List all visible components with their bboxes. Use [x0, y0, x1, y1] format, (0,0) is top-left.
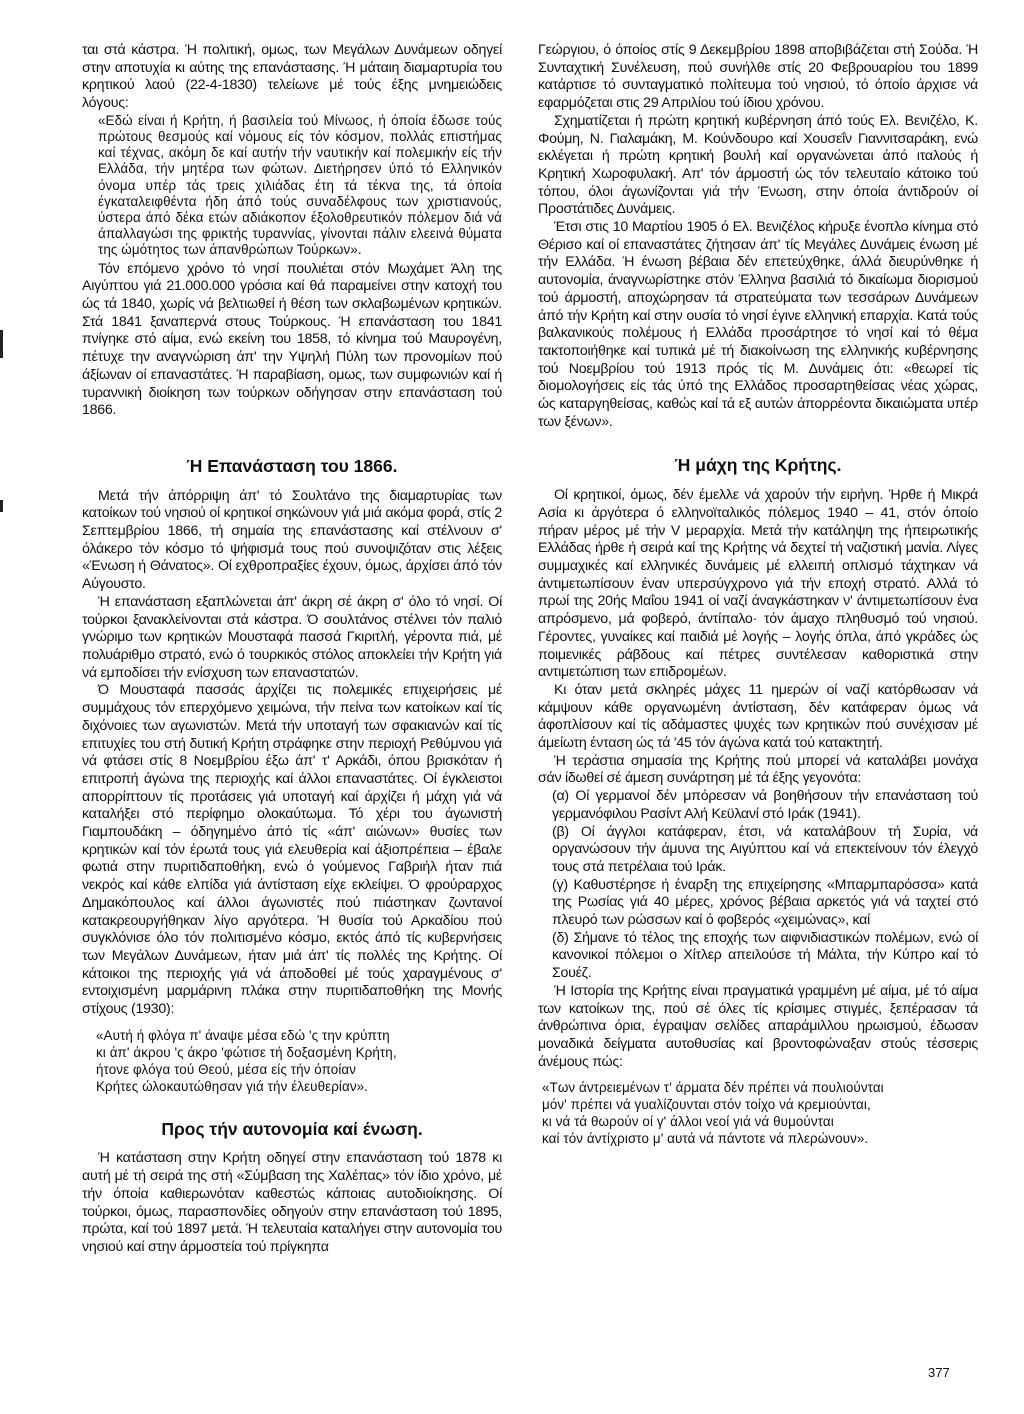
arkadi-inscription [82, 1027, 502, 1095]
paragraph: Μετά τήν άπόρριψη άπ' τό Σουλτάνο της διαμαρτυρίας των κατοίκων τού νησιού οί κρητικοί σηκώνουν γιά μιά ακόμα φορά, στίς 2 Σεπτεμβρίου 1866, τή σημαία της επανάστασης καί στέλνουν σ' όλάκερο τόν κόσμο τό ψήφισμά τους πού συνοψιζόταν στις λέξεις «Ένωση ή Θάνατος». Οί εχθροπραξίες έχουν, όμως, άρχίσει άπό τόν Αύγουστο. [82, 487, 502, 593]
list-item: (γ) Καθυστέρησε ή έναρξη της επιχείρησης «Μπαρμπαρόσσα» κατά της Ρωσίας γιά 40 μέρες, χρόνος βέβαια αρκετός γιά νά ταχτεί στό πλευρό των ρώσσων καί ό φοβερός «χειμώνας», καί [552, 876, 978, 929]
verse-line: μόν' πρέπει νά γυαλίζουνται στόν τοίχο νά κρεμιούνται, [542, 1097, 871, 1113]
list-item: (δ) Σήμανε τό τέλος της εποχής των αιφνιδιαστικών πολέμων, ενώ οί κανονικοί πόλεμοι ο Χίτλερ απειλούσε τή Μάλτα, τήν Κύπρο καί τό Σουέζ. [552, 929, 978, 982]
section-heading-1866: Ή Επανάσταση του 1866. [186, 455, 398, 476]
paragraph: Κι όταν μετά σκληρές μάχες 11 ημερών οί ναζί κατόρθωσαν νά κάμψουν κάθε οργανωμένη άντίσταση, δέν κατάφεραν όμως νά άφοπλίσουν καί τίς αδάμαστες ψυχές των κρητικών πού συνέχισαν μέ άμείωτη ένταση ώς τά '45 τόν άγώνα κατά τού κατακτητή. [538, 681, 978, 752]
section-heading-autonomy: Προς τήν αυτονομία καί ένωση. [161, 1118, 423, 1139]
paragraph: Σχηματίζεται ή πρώτη κρητική κυβέρνηση άπό τούς Ελ. Βενιζέλο, Κ. Φούμη, Ν. Γιαλαμάκη, Μ. Κούνδουρο καί Χουσεΐν Γιαννιτσαράκη, ενώ εκλέγεται ή πρώτη κρητική βουλή καί οργανώνεται άπό ιταλούς ή Κρητική Χωροφυλακή. Απ' τόν άρμοστή ώς τόν τελευταίο κάτοικο τού τόπου, όλοι άγωνίζονται γιά τήν Ένωση, στην όποία άντιδρούν οί Προστάτιδες Δυνάμεις. [538, 112, 978, 218]
paragraph: Ή κατάσταση στην Κρήτη οδηγεί στην επανάσταση τού 1878 κι αυτή μέ τή σειρά της στή «Σύμβαση της Χαλέπας» τόν ίδιο χρόνο, μέ τήν όποία καθιερωνόταν καθεστώς κάποιας αυτοδιοίκησης. Οί τούρκοι, όμως, παρασπονδίες οδηγούν στην επανάσταση τού 1895, πρώτα, καί τού 1897 μετά. Ή τελευταία καταλήγει στην αυτονομία του νησιού καί στην άρμοστεία τού πρίγκηπα [82, 1150, 502, 1255]
paragraph: Έτσι στις 10 Μαρτίου 1905 ό Ελ. Βενιζέλος κήρυξε ένοπλο κίνημα στό Θέρισο καί οί επαναστάτες ζήτησαν άπ' τίς Μεγάλες Δυνάμεις ένωση μέ τήν Ελλάδα. Ή ένωση βέβαια δέν επετεύχθηκε, άλλά διευρύνθηκε ή αυτονομία, άναγνωρίστηκε στόν Έλληνα βασιλιά τό δικαίωμα διορισμού τού άρμοστή, αποχώρησαν τά στρατεύματα των τεσσάρων Δυνάμεων άπό τήν Κρήτη καί στην ουσία τό νησί έγινε ελληνική επαρχία. Κατά τούς βαλκανικούς πολέμους ή Ελλάδα προσάρτησε τό νησί καί τό θέμα τακτοποιήθηκε καί τυπικά μέ τή διακοίνωση της ελληνικής κυβέρνησης τού Νοεμβρίου τού 1913 πρός τίς Μ. Δυνάμεις ότι: «θεωρεί τίς διομολογήσεις είς τάς ύπό της Ελλάδος προσαρτηθείσας νέας χώρας, ώς καταργηθείσας, καθώς καί τά εξ αυτών άπορρέοντα δικαιώματα υπέρ των ξένων». [538, 219, 978, 430]
list-item: (β) Οί άγγλοι κατάφεραν, έτσι, νά καταλάβουν τή Συρία, νά οργανώσουν τήν άμυνα της Αιγύπτου καί νά επεκτείνουν τόν έλεγχό τους στά πετρέλαια τού Ιράκ. [552, 823, 978, 875]
verse-line: ήτονε φλόγα τού Θεού, μέσα είς τήν όποίαν [96, 1061, 357, 1077]
paragraph: Ό Μουσταφά πασσάς άρχίζει τις πολεμικές επιχειρήσεις μέ συμμάχους τόν επερχόμενο χειμώνα, τήν πείνα των κατοίκων καί τίς διχόνοιες των αγωνιστών. Μετά τήν υποταγή των σφακιανών καί τίς επιτυχίες του στή δυτική Κρήτη στράφηκε στην περιοχή Ρεθύμνου γιά νά φτάσει στίς 8 Νοεμβρίου έξω άπ' τ' Αρκάδι, όπου βρισκόταν ή επιτροπή άγώνα της περιοχής καί άλλοι επαναστάτες. Οί έγκλειστοι απορρίπτουν τίς προτάσεις γιά υποταγή καί άρχίζει ή μάχη γιά νά καταλήξει στό περίφημο ολοκαύτωμα. Τό χέρι του άγωνιστή Γιαμπουδάκη – όδηγημένο άπό τίς «άπ' αιώνων» θυσίες των κρητικών καί τόν έρωτά τους γιά ελευθερία καί άξιοπρέπεια – έβαλε φωτιά στην πυριτιδαποθήκη, ενώ ό γούμενος Γαβριήλ ήταν πιά νεκρός καί κάθε ελπίδα γιά άντίσταση είχε εκλείψει. Ό φρούραρχος Δημακόπουλος καί άλλοι άγωνιστές πού πιάστηκαν ζωντανοί κατακρεουργήθηκαν λίγο αργότερα. Ή θυσία τού Αρκαδίου πού συγκλόνισε όλο τόν πολιτισμένο κόσμο, εκτός άπό τίς κυβερνήσεις των Μεγάλων Δυνάμεων, ήταν μιά άπ' τίς πολλές της Κρήτης. Οί κάτοικοι της περιοχής γιά νά άποδοθεί μέ τούς χαραγμένους σ' εντοιχισμένη μαρμάρινη πλάκα στην πυριτιδαποθήκη της Μονής στίχους (1930): [82, 682, 502, 1018]
paragraph: Ή τεράστια σημασία της Κρήτης πού μπορεί νά καταλάβει μονάχα σάν ίδωθεί σέ άμεση συνάρτηση μέ τά έξης γεγονότα: [538, 752, 978, 787]
verse-line: κι νά τά θωρούν οί γ' άλλοι νεοί γιά νά θυμούνται [542, 1114, 834, 1130]
verse-line: κι άπ' άκρου 'ς άκρο 'φώτισε τή δοξασμένη Κρήτη, [96, 1044, 397, 1060]
paragraph: ται στά κάστρα. Ή πολιτική, ομως, των Μεγάλων Δυνάμεων οδηγεί στην αποτυχία κι αύτης της επανάστασης. Ή μάταιη διαμαρτυρία του κρητικού λαού (22-4-1830) τελείωνε μέ τούς έξης μνημειώδεις λόγους: [82, 42, 502, 112]
list-item: (α) Οί γερμανοί δέν μπόρεσαν νά βοηθήσουν τήν επανάσταση τού γερμανόφιλου Ρασίντ Αλή Κεϋλανί στό Ιράκ (1941). [552, 788, 978, 822]
verse-line: «Αυτή ή φλόγα π' άναψε μέσα εδώ 'ς την κρύπτη [96, 1027, 390, 1043]
paragraph: Ή Ιστορία της Κρήτης είναι πραγματικά γραμμένη μέ αίμα, μέ τό αίμα των κατοίκων της, πού σέ όλες τίς κρίσιμες στιγμές, ξεπέρασαν τά άνθρώπινα όρια, έγραψαν σελίδες απαράμιλλου ηρωισμού, έδωσαν μοναδικά δείγματα αυτοθυσίας καί βροντοφώναξαν στούς τέσσερις άνέμους πώς: [538, 982, 978, 1070]
paragraph: Ή επανάσταση εξαπλώνεται άπ' άκρη σέ άκρη σ' όλο τό νησί. Οί τούρκοι ξανακλείνονται στά κάστρα. Ό σουλτάνος στέλνει τόν παλιό γνώριμο των κρητικών Μουσταφά πασσά Γκιριτλή, γέροντα πιά, μέ πολυάριθμο στρατό, ενώ ό τουρκικός στόλος αποκλείει τήν Κρήτη γιά νά εμποδίσει τήν ενίσχυση των επαναστατών. [82, 593, 502, 681]
folk-verse [538, 1079, 978, 1147]
quotation-1830: «Εδώ είναι ή Κρήτη, ή βασιλεία τού Μίνωος, ή όποία έδωσε τούς πρώτους θεσμούς καί νόμους είς τόν κόσμον, πολλάς επιστήμας καί τέχνας, ακόμη δε καί αυτήν τήν ναυτικήν καί πολεμικήν είς τήν Ελλάδα, τήν μητέρα των φώτων. Διετήρησεν ύπό τό Ελληνικόν όνομα υπέρ τάς τρεις χιλιάδας έτη τά τέκνα της, τά όποία έγκαταλειφθέντα ήδη άπό τούς συναδέλφους των χριστιανούς, ύστερα άπό δέκα ετών αδιάκοπον έξολοθρευτικόν πόλεμον διά νά άπαλλαγώσι της φρικτής τυραννίας, γίνονται πάλιν ελεεινά θύματα της ώμότητος των άπανθρώπων Τούρκων». [98, 112, 502, 258]
verse-line: Κρήτες ώλοκαυτώθησαν γιά τήν έλευθερίαν». [96, 1078, 368, 1094]
paragraph: Οί κρητικοί, όμως, δέν έμελλε νά χαρούν τήν ειρήνη. Ήρθε ή Μικρά Ασία κι άργότερα ό ελληνοϊταλικός πόλεμος 1940 – 41, στόν όποίο πήραν μέρος μέ τήν V μεραρχία. Μετά τήν κατάληψη της ήπειρωτικής Ελλάδας ήρθε ή σειρά καί της Κρήτης νά δεχτεί τή ναζιστική μανία. Λίγες συμμαχικές καί ελληνικές δυνάμεις μέ ελλειπή οπλισμό τάχτηκαν νά άντιμετωπίσουν έναν υπερσύγχρονο γιά τήν εποχή στρατό. Αλλά τό πρωί της 20ής Μαΐου 1941 οί ναζί άναγκάστηκαν ν' άντιμετωπίσουν ένα απρόσμενο, μά φοβερό, άντίπαλο· τόν άμαχο πληθυσμό τού νησιού. Γέροντες, γυναίκες καί παιδιά μέ λογής – λογής όπλα, άπό γκράδες ώς ποιμενικές ράβδους καί πέτρες συντέλεσαν καθοριστικά στην αντιμετώπιση των επιδρομέων. [538, 487, 978, 681]
page-number: 377 [928, 1365, 950, 1380]
left-column [82, 42, 502, 1257]
paragraph: Γεώργιου, ό όποίος στίς 9 Δεκεμβρίου 1898 αποβιβάζεται στή Σούδα. Ή Συνταχτική Συνέλευση, πού συνήλθε στίς 20 Φεβρουαρίου του 1899 κατάρτισε τό συνταγματικό πολίτευμα τού νησιού, τό όποίο άρχισε νά εφαρμόζεται στις 29 Απριλίου τού ίδιου χρόνου. [538, 42, 978, 112]
right-column [538, 42, 978, 1147]
section-heading-battle-of-crete: Ή μάχη της Κρήτης. [674, 455, 842, 476]
verse-line: καί τόν άντίχριστο μ' αυτά νά πάντοτε νά πλερώνουν». [542, 1131, 869, 1147]
verse-line: «Των άντρειεμένων τ' άρματα δέν πρέπει νά πουλιούνται [542, 1080, 884, 1096]
scan-margin-mark [0, 330, 3, 358]
scan-margin-mark [0, 500, 3, 512]
paragraph: Τόν επόμενο χρόνο τό νησί πουλιέται στόν Μωχάμετ Άλη της Αιγύπτου γιά 21.000.000 γρόσια καί θά παραμείνει στην κατοχή του ώς τά 1840, χωρίς νά βελτιωθεί ή θέση των σκλαβωμένων κρητικών. Στά 1841 ξαναπερνά στους Τούρκους. Ή επανάσταση του 1841 πνίγηκε στό αίμα, ενώ εκείνη του 1858, τό κίνημα τού Μαυρογένη, πέτυχε την αναγνώριση άπ' την Υψηλή Πύλη των προνομίων πού άξίωναν οί επαναστάτες. Ή παραβίαση, ομως, των συμφωνιών καί ή τυραννική διοίκηση των τούρκων οδήγησαν στην επανάσταση τού 1866. [82, 260, 502, 419]
